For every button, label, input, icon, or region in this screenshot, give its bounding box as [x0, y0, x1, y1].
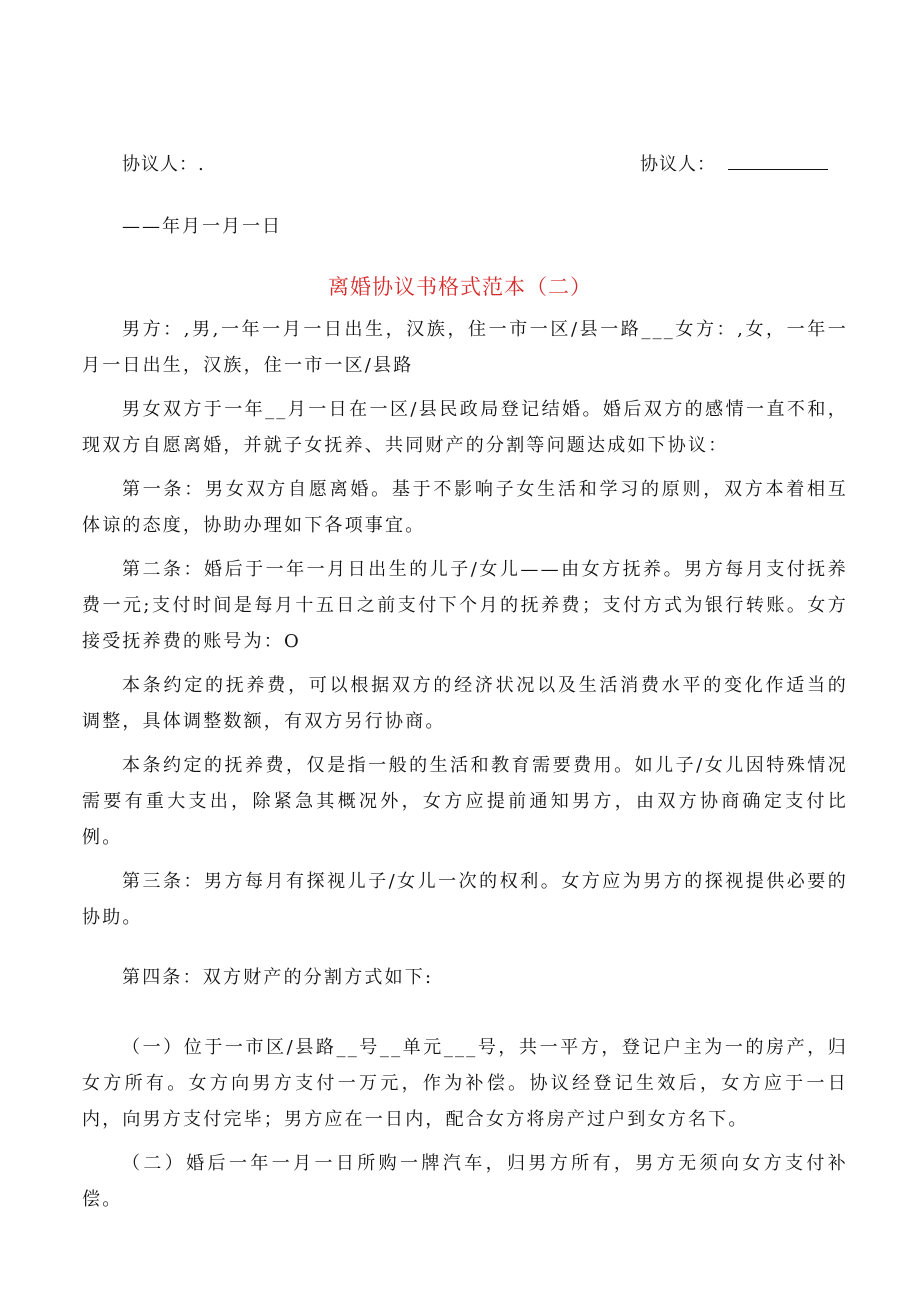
paragraph-article-3: 第三条：男方每月有探视儿子/女儿一次的权利。女方应为男方的探视提供必要的协助。	[82, 871, 848, 928]
signatory-right-label: 协议人：	[640, 154, 716, 175]
signatory-left: 协议人：.	[122, 154, 205, 175]
paragraph-support-scope: 本条约定的抚养费，仅是指一般的生活和教育需要费用。如儿子/女儿因特殊情况需要有重大支出，除紧急其概况外，女方应提前通知男方，由双方协商确定支付比例。	[82, 755, 848, 848]
paragraph-property-2: （二）婚后一年一月一日所购一牌汽车，归男方所有，男方无须向女方支付补偿。	[82, 1153, 848, 1210]
paragraph-article-2: 第二条：婚后于一年一月日出生的儿子/女儿——由女方抚养。男方每月支付抚养费一元;支付时间是每月十五日之前支付下个月的抚养费；支付方式为银行转账。女方接受抚养费的账号为：O	[82, 559, 848, 652]
signature-blank-line	[728, 153, 828, 170]
date-line: ——年月一月一日	[122, 216, 282, 237]
signature-row	[0, 150, 920, 180]
paragraph-marriage: 男女双方于一年__月一日在一区/县民政局登记结婚。婚后双方的感情一直不和，现双方自愿离婚，并就子女抚养、共同财产的分割等问题达成如下协议：	[82, 399, 848, 456]
document-title: 离婚协议书格式范本（二）	[328, 275, 592, 299]
document-body	[82, 312, 848, 1226]
signatory-right	[640, 150, 828, 176]
paragraph-article-1: 第一条：男女双方自愿离婚。基于不影响子女生活和学习的原则，双方本着相互体谅的态度，协助办理如下各项事宜。	[82, 479, 848, 536]
paragraph-property-1: （一）位于一市区/县路__号__单元___号，共一平方，登记户主为一的房产，归女方所有。女方向男方支付一万元，作为补偿。协议经登记生效后，女方应于一日内，向男方支付完毕；男方应在一日内，配合女方将房产过户到女方名下。	[82, 1037, 848, 1130]
paragraph-article-4: 第四条：双方财产的分割方式如下:	[122, 967, 434, 988]
paragraph-support-adjust: 本条约定的抚养费，可以根据双方的经济状况以及生活消费水平的变化作适当的调整，具体调整数额，有双方另行协商。	[82, 675, 848, 732]
paragraph-parties: 男方：,男,一年一月一日出生，汉族，住一市一区/县一路___女方：,女，一年一月一日出生，汉族，住一市一区/县路	[82, 319, 848, 376]
